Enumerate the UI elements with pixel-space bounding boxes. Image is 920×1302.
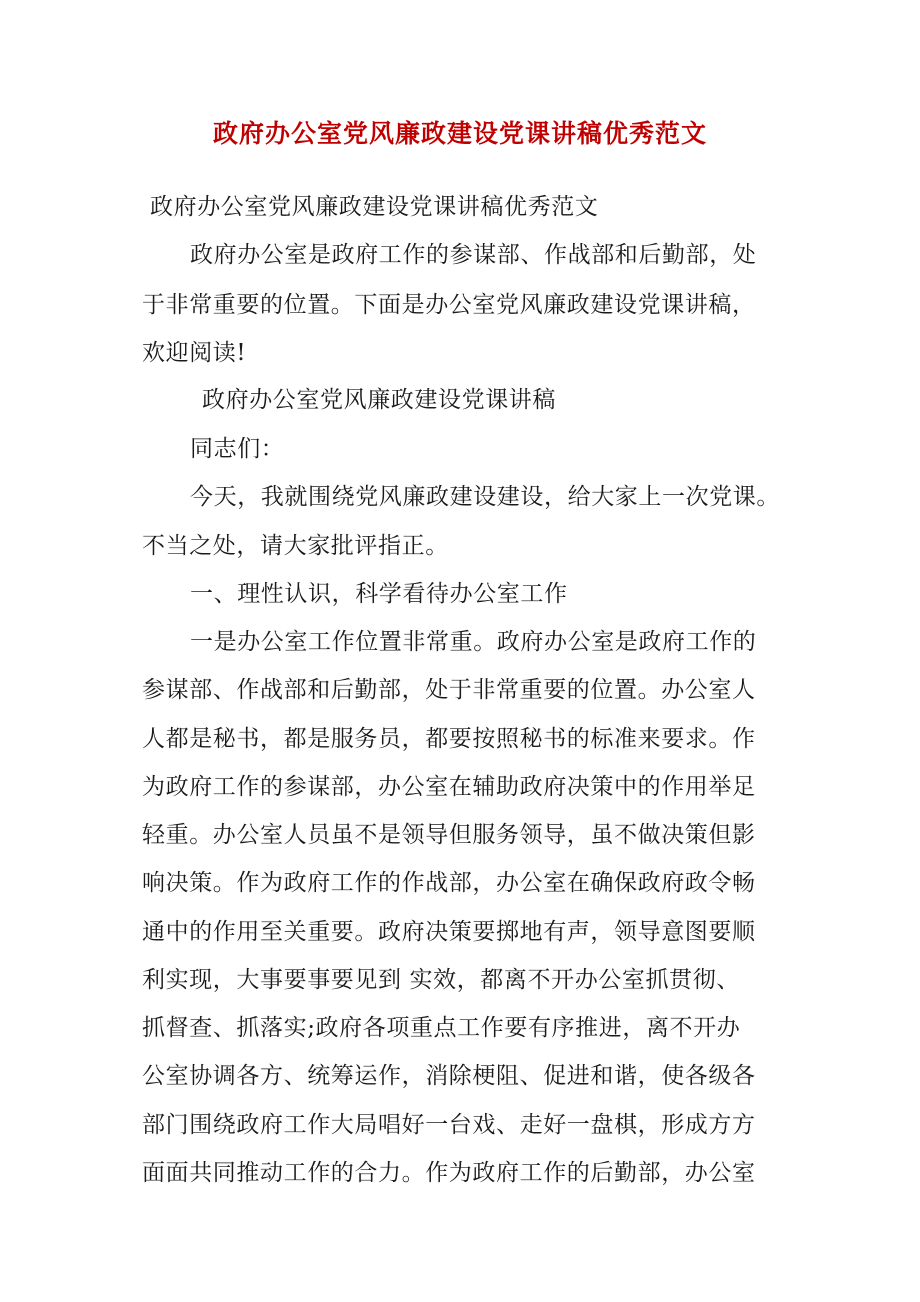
paragraph-line: 政府办公室是政府工作的参谋部、作战部和后勤部，处 bbox=[190, 242, 757, 268]
paragraph-line: 公室协调各方、统筹运作，消除梗阻、促进和谐，使各级各 bbox=[142, 1063, 756, 1089]
section-heading: 政府办公室党风廉政建设党课讲稿 bbox=[202, 387, 556, 413]
subtitle-line: 政府办公室党风廉政建设党课讲稿优秀范文 bbox=[150, 194, 599, 220]
paragraph-line: 为政府工作的参谋部，办公室在辅助政府决策中的作用举足 bbox=[142, 774, 756, 800]
paragraph-line: 轻重。办公室人员虽不是领导但服务领导，虽不做决策但影 bbox=[142, 822, 756, 848]
paragraph-line: 不当之处，请大家批评指正。 bbox=[142, 533, 449, 559]
paragraph-line: 人都是秘书，都是服务员，都要按照秘书的标准来要求。作 bbox=[142, 726, 756, 752]
document-title: 政府办公室党风廉政建设党课讲稿优秀范文 bbox=[212, 119, 707, 148]
paragraph-line: 面面共同推动工作的合力。作为政府工作的后勤部，办公室 bbox=[142, 1160, 756, 1186]
paragraph-line: 抓督查、抓落实;政府各项重点工作要有序推进，离不开办 bbox=[142, 1015, 741, 1041]
section-heading: 一、理性认识，科学看待办公室工作 bbox=[190, 581, 568, 607]
paragraph-line: 部门围绕政府工作大局唱好一台戏、走好一盘棋，形成方方 bbox=[142, 1112, 756, 1138]
paragraph-line: 于非常重要的位置。下面是办公室党风廉政建设党课讲稿， bbox=[142, 292, 756, 318]
paragraph-line: 欢迎阅读! bbox=[142, 340, 247, 366]
paragraph-line: 响决策。作为政府工作的作战部，办公室在确保政府政令畅 bbox=[142, 870, 756, 896]
paragraph-line: 通中的作用至关重要。政府决策要掷地有声，领导意图要顺 bbox=[142, 919, 756, 945]
salutation-line: 同志们： bbox=[190, 436, 285, 462]
paragraph-line: 今天，我就围绕党风廉政建设建设，给大家上一次党课。 bbox=[190, 484, 780, 510]
paragraph-line: 参谋部、作战部和后勤部，处于非常重要的位置。办公室人 bbox=[142, 677, 756, 703]
paragraph-line: 利实现，大事要事要见到 实效，都离不开办公室抓贯彻、 bbox=[142, 967, 740, 993]
paragraph-line: 一是办公室工作位置非常重。政府办公室是政府工作的 bbox=[190, 629, 757, 655]
